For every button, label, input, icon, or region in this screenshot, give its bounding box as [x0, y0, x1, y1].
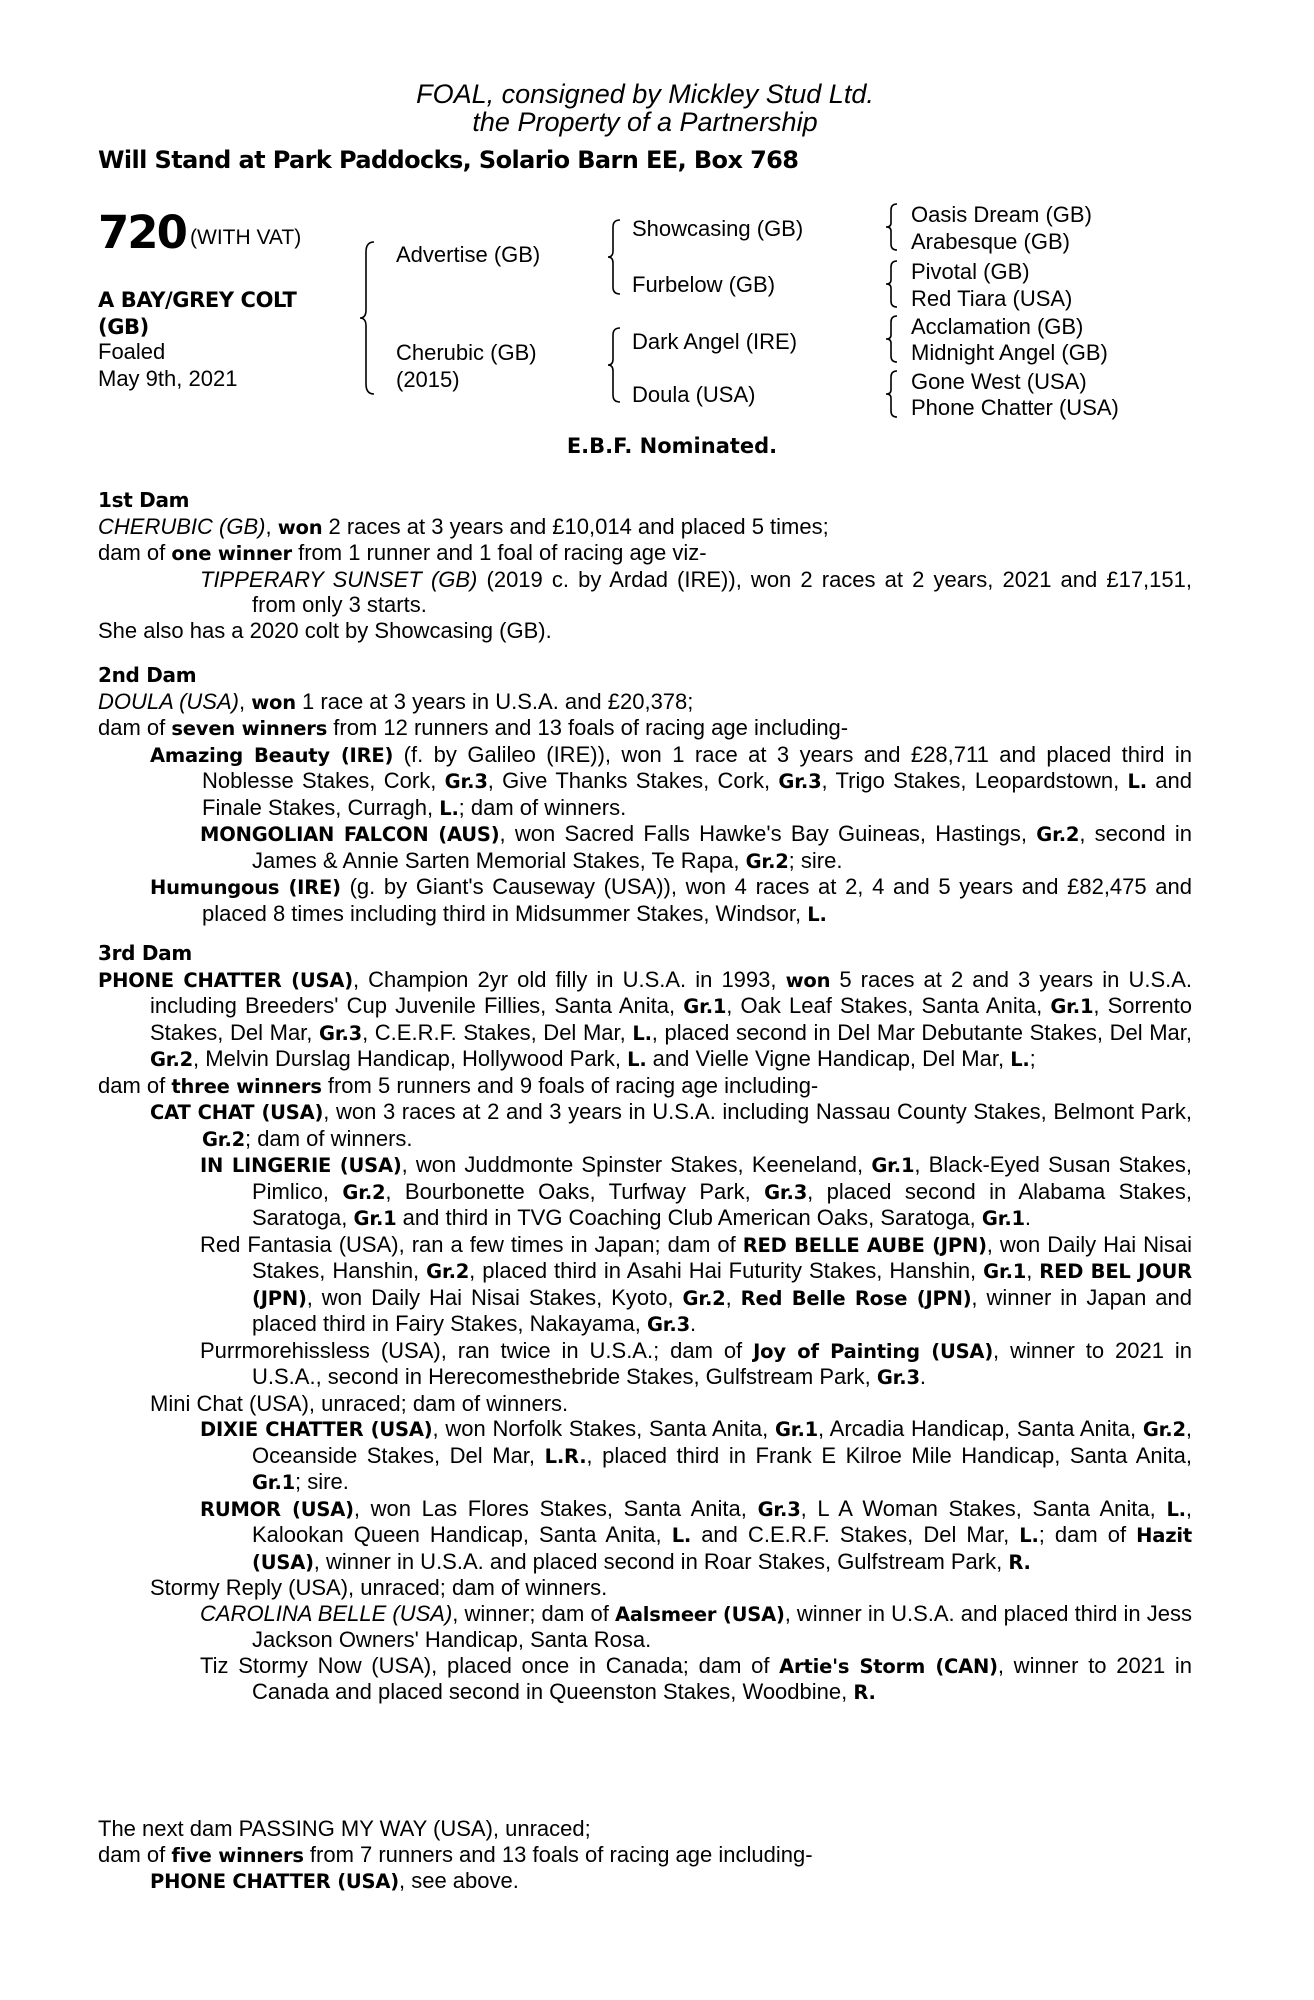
foaled-label: Foaled: [98, 339, 166, 364]
text-run: , winner; dam of: [452, 1600, 615, 1626]
pedigree-paragraph: [98, 514, 1192, 541]
bold-run: Gr.3: [876, 1366, 920, 1389]
text-run: dam of: [98, 1072, 172, 1098]
bold-run: L.R.: [544, 1444, 587, 1468]
text-run: , won Sacred Falls Hawke's Bay Guineas, Hastings,: [499, 821, 1037, 846]
pedigree-paragraph: [98, 1816, 1192, 1842]
text-run: from 7 runners and 13 foals of racing age including-: [303, 1841, 813, 1867]
section-heading: 1st Dam: [98, 488, 190, 512]
bold-run: Hazit (USA): [252, 1524, 1193, 1574]
text-run: and C.E.R.F. Stakes, Del Mar,: [691, 1522, 1020, 1547]
bold-run: R.: [1008, 1550, 1031, 1574]
text-run: ; sire.: [788, 847, 843, 873]
pedigree-paragraph: [98, 1073, 1192, 1100]
text-run: , Oak Leaf Stakes, Santa Anita,: [726, 993, 1051, 1018]
text-run: , Black-Eyed Susan Stakes, Pimlico,: [252, 1152, 1192, 1204]
bold-run: Gr.1: [1050, 995, 1094, 1018]
text-run: , placed second in Del Mar Debutante Stakes, Del Mar,: [651, 1019, 1192, 1045]
bold-run: Gr.1: [981, 1207, 1025, 1230]
sire-name: Advertise (GB): [396, 242, 541, 267]
pedigree-brace-g3-4: [884, 369, 900, 419]
pedigree-brace-g3-3: [884, 314, 900, 364]
text-run: Mini Chat (USA), unraced; dam of winners.: [150, 1390, 569, 1416]
sire-dam-name: Furbelow (GB): [632, 272, 776, 297]
pedigree-paragraph: [98, 1575, 1192, 1601]
pedigree-paragraph: [98, 967, 1192, 1073]
foaled-date: May 9th, 2021: [98, 366, 238, 391]
pedigree-paragraph: [98, 1653, 1192, 1706]
text-run: ;: [1029, 1046, 1036, 1071]
text-run: Red Fantasia (USA), ran a few times in Japan; dam of: [200, 1231, 743, 1257]
text-run: , won Norfolk Stakes, Santa Anita,: [432, 1416, 775, 1441]
text-run: (g. by Giant's Causeway (USA)), won 4 races at 2, 4 and 5 years and £82,475 and placed 8 times including third in Midsummer Stakes, Windsor,: [202, 874, 1193, 926]
bold-run: L.: [1127, 770, 1147, 793]
section-heading: 2nd Dam: [98, 663, 197, 687]
italic-run: CHERUBIC (GB): [98, 513, 266, 539]
location-line: Will Stand at Park Paddocks, Solario Barn EE, Box 768: [98, 146, 799, 174]
bold-run: L.: [1010, 1048, 1030, 1071]
bold-run: one winner: [171, 542, 292, 565]
bold-run: won: [277, 515, 323, 539]
text-run: , placed second in Alabama Stakes, Saratoga,: [252, 1178, 1192, 1230]
text-run: , Champion 2yr old filly in U.S.A. in 1993,: [352, 966, 786, 992]
bold-run: RUMOR (USA): [200, 1497, 354, 1521]
text-run: ,: [725, 1284, 741, 1310]
text-run: from 1 runner and 1 foal of racing age viz-: [291, 540, 707, 565]
dam-name: Cherubic (GB): [396, 340, 537, 365]
pedigree-brace-sire: [606, 218, 624, 296]
text-run: , winner in U.S.A. and placed third in Jess Jackson Owners' Handicap, Santa Rosa.: [252, 1600, 1192, 1652]
pedigree-paragraph: [98, 1099, 1192, 1152]
bold-run: L.: [671, 1524, 692, 1547]
pedigree-brace-dam: [606, 326, 624, 404]
pedigree-paragraph: [98, 1868, 1192, 1895]
vat-note: (WITH VAT): [190, 226, 302, 249]
gen3-name: Midnight Angel (GB): [911, 340, 1108, 365]
bold-run: three winners: [171, 1074, 322, 1098]
text-run: from 5 runners and 9 foals of racing age including-: [321, 1072, 819, 1098]
text-run: , winner to 2021 in U.S.A., second in Herecomesthebride Stakes, Gulfstream Park,: [252, 1337, 1193, 1389]
pedigree-paragraph: [98, 1416, 1192, 1496]
bold-run: Gr.2: [202, 1127, 246, 1151]
bold-run: DIXIE CHATTER (USA): [200, 1418, 433, 1441]
gen3-name: Oasis Dream (GB): [911, 202, 1092, 227]
bold-run: Gr.3: [757, 1497, 801, 1521]
pedigree-paragraph: [98, 1496, 1192, 1576]
text-run: Stormy Reply (USA), unraced; dam of winners.: [150, 1575, 608, 1600]
text-run: 1 race at 3 years in U.S.A. and £20,378;: [295, 688, 694, 714]
dam-dam-name: Doula (USA): [632, 382, 756, 407]
next-dam-section: [98, 1816, 1192, 1895]
bold-run: Artie's Storm (CAN): [779, 1654, 998, 1678]
second-dam-section: [98, 663, 1192, 927]
lot-number: 720: [98, 206, 186, 259]
bold-run: Gr.1: [252, 1471, 296, 1494]
pedigree-brace-g3-1: [884, 202, 900, 252]
bold-run: Gr.1: [871, 1154, 915, 1177]
property-line: the Property of a Partnership: [472, 107, 818, 137]
italic-run: CAROLINA BELLE (USA): [200, 1600, 453, 1626]
bold-run: Gr.3: [444, 770, 488, 793]
bold-run: Gr.2: [682, 1286, 726, 1310]
bold-run: L.: [1019, 1524, 1039, 1547]
text-run: , C.E.R.F. Stakes, Del Mar,: [362, 1019, 633, 1045]
sire-sire-name: Showcasing (GB): [632, 216, 804, 241]
text-run: ,: [238, 688, 252, 714]
bold-run: MONGOLIAN FALCON (AUS): [200, 823, 500, 846]
text-run: , winner to 2021 in Canada and placed second in Queenston Stakes, Woodbine,: [252, 1652, 1192, 1704]
bold-run: Amazing Beauty (IRE): [150, 743, 394, 767]
bold-run: Gr.1: [775, 1418, 819, 1441]
bold-run: Aalsmeer (USA): [614, 1602, 785, 1626]
bold-run: Gr.2: [745, 849, 789, 873]
bold-run: Gr.3: [646, 1313, 690, 1336]
text-run: , won 3 races at 2 and 3 years in U.S.A. including Nassau County Stakes, Belmont Park,: [323, 1099, 1192, 1124]
text-run: ,: [265, 513, 278, 539]
pedigree-paragraph: [98, 874, 1192, 927]
bold-run: seven winners: [171, 717, 328, 740]
gen3-name: Gone West (USA): [911, 369, 1087, 394]
text-run: She also has a 2020 colt by Showcasing (GB).: [98, 617, 552, 643]
bold-run: Gr.3: [319, 1021, 363, 1045]
bold-run: PHONE CHATTER (USA): [150, 1870, 399, 1893]
pedigree-paragraph: [98, 618, 1192, 644]
bold-run: IN LINGERIE (USA): [200, 1154, 402, 1177]
pedigree-paragraph: [98, 567, 1192, 618]
text-run: The next dam PASSING MY WAY (USA), unraced;: [98, 1816, 591, 1841]
text-run: , won Juddmonte Spinster Stakes, Keeneland,: [401, 1152, 872, 1177]
first-dam-section: [98, 488, 1192, 643]
gen3-name: Red Tiara (USA): [911, 286, 1073, 311]
gen3-name: Phone Chatter (USA): [911, 395, 1119, 420]
bold-run: Gr.3: [778, 770, 822, 793]
text-run: , won Daily Hai Nisai Stakes, Hanshin,: [252, 1231, 1192, 1283]
text-run: .: [689, 1311, 697, 1336]
bold-run: L.: [627, 1048, 647, 1071]
text-run: ; dam of: [1038, 1522, 1137, 1547]
text-run: , placed third in Frank E Kilroe Mile Handicap, Santa Anita,: [586, 1442, 1192, 1468]
bold-run: Red Belle Rose (JPN): [740, 1286, 972, 1310]
text-run: 5 races at 2 and 3 years in U.S.A. including Breeders' Cup Juvenile Fillies, Santa Anita,: [150, 966, 1193, 1018]
text-run: ; sire.: [295, 1469, 349, 1494]
text-run: .: [919, 1364, 926, 1389]
section-heading: 3rd Dam: [98, 941, 192, 965]
pedigree-paragraph: [98, 1391, 1192, 1417]
italic-run: DOULA (USA): [98, 688, 239, 714]
text-run: and Vielle Vigne Handicap, Del Mar,: [646, 1046, 1011, 1071]
text-run: (2019 c. by Ardad (IRE)), won 2 races at 2 years, 2021 and £17,151, from only 3 starts.: [252, 566, 1192, 617]
text-run: , second in James & Annie Sarten Memorial Stakes, Te Rapa,: [252, 821, 1193, 873]
text-run: , Bourbonette Oaks, Turfway Park,: [385, 1178, 765, 1204]
text-run: .: [1024, 1205, 1032, 1230]
consignor-line: FOAL, consigned by Mickley Stud Ltd.: [416, 79, 874, 109]
bold-run: L.: [1166, 1497, 1186, 1521]
horse-origin: (GB): [98, 315, 149, 339]
pedigree-paragraph: [98, 540, 1192, 567]
pedigree-paragraph: [98, 1338, 1192, 1391]
pedigree-paragraph: [98, 1601, 1192, 1653]
bold-run: Gr.1: [353, 1207, 397, 1230]
italic-run: TIPPERARY SUNSET (GB): [200, 566, 478, 592]
pedigree-brace-main: [358, 240, 378, 396]
text-run: , placed third in Asahi Hai Futurity Stakes, Hanshin,: [469, 1258, 984, 1283]
text-run: Tiz Stormy Now (USA), placed once in Canada; dam of: [200, 1652, 780, 1678]
bold-run: Joy of Painting (USA): [753, 1339, 994, 1363]
third-dam-section: [98, 941, 1192, 1706]
text-run: ; dam of winners.: [458, 794, 627, 820]
pedigree-paragraph: [98, 821, 1192, 874]
bold-run: L.: [439, 796, 459, 820]
bold-run: Gr.2: [1142, 1418, 1186, 1441]
gen3-name: Pivotal (GB): [911, 259, 1030, 284]
pedigree-paragraph: [98, 1842, 1192, 1869]
text-run: , Sorrento Stakes, Del Mar,: [150, 993, 1193, 1045]
text-run: , winner in Japan and placed third in Fairy Stakes, Nakayama,: [252, 1284, 1192, 1336]
pedigree-paragraph: [98, 715, 1192, 742]
bold-run: Gr.2: [426, 1260, 470, 1283]
text-run: ; dam of winners.: [245, 1125, 413, 1151]
bold-run: R.: [853, 1681, 876, 1704]
pedigree-brace-g3-2: [884, 259, 900, 309]
text-run: (f. by Galileo (IRE)), won 1 race at 3 years and £28,711 and placed third in Noblesse Stakes, Cork,: [202, 741, 1192, 793]
text-run: 2 races at 3 years and £10,014 and placed 5 times;: [322, 513, 829, 539]
pedigree-paragraph: [98, 1232, 1192, 1338]
bold-run: five winners: [171, 1843, 304, 1867]
dam-sire-name: Dark Angel (IRE): [632, 329, 798, 354]
text-run: , see above.: [399, 1868, 519, 1893]
bold-run: Gr.2: [1036, 823, 1080, 846]
bold-run: Gr.2: [150, 1048, 194, 1071]
text-run: , Give Thanks Stakes, Cork,: [487, 768, 779, 793]
gen3-name: Acclamation (GB): [911, 314, 1084, 339]
text-run: dam of: [98, 540, 172, 565]
text-run: , Arcadia Handicap, Santa Anita,: [818, 1416, 1143, 1441]
horse-description: A BAY/GREY COLT: [98, 288, 297, 312]
text-run: , won Daily Hai Nisai Stakes, Kyoto,: [306, 1284, 683, 1310]
bold-run: PHONE CHATTER (USA): [98, 968, 353, 992]
text-run: Purrmorehissless (USA), ran twice in U.S.A.; dam of: [200, 1337, 754, 1363]
text-run: dam of: [98, 715, 172, 740]
bold-run: RED BEL JOUR (JPN): [252, 1260, 1192, 1310]
bold-run: Gr.3: [764, 1180, 808, 1204]
text-run: , Kalookan Queen Handicap, Santa Anita,: [252, 1495, 1193, 1547]
pedigree-paragraph: [98, 1152, 1192, 1232]
bold-run: L.: [632, 1021, 652, 1045]
text-run: , Oceanside Stakes, Del Mar,: [252, 1416, 1192, 1468]
bold-run: Gr.1: [683, 995, 727, 1018]
bold-run: Humungous (IRE): [150, 876, 341, 899]
pedigree-paragraph: [98, 742, 1192, 822]
ebf-nominated: E.B.F. Nominated.: [566, 434, 778, 458]
bold-run: Gr.2: [342, 1180, 386, 1204]
bold-run: RED BELLE AUBE (JPN): [742, 1233, 987, 1257]
text-run: dam of: [98, 1841, 172, 1867]
bold-run: won: [785, 968, 831, 992]
gen3-name: Arabesque (GB): [911, 229, 1070, 254]
text-run: , winner in U.S.A. and placed second in Roar Stakes, Gulfstream Park,: [313, 1548, 1009, 1574]
text-run: and Finale Stakes, Curragh,: [202, 768, 1192, 820]
pedigree-paragraph: [98, 689, 1192, 716]
dam-year: (2015): [396, 367, 460, 392]
bold-run: L.: [807, 902, 827, 926]
text-run: , Melvin Durslag Handicap, Hollywood Park,: [193, 1046, 628, 1071]
text-run: ,: [1026, 1258, 1040, 1283]
bold-run: CAT CHAT (USA): [150, 1101, 324, 1124]
bold-run: Gr.1: [983, 1260, 1027, 1283]
bold-run: won: [251, 690, 296, 714]
text-run: , L A Woman Stakes, Santa Anita,: [800, 1495, 1167, 1521]
text-run: from 12 runners and 13 foals of racing age including-: [327, 715, 849, 740]
text-run: , Trigo Stakes, Leopardstown,: [821, 768, 1128, 793]
text-run: and third in TVG Coaching Club American Oaks, Saratoga,: [396, 1205, 982, 1230]
text-run: , won Las Flores Stakes, Santa Anita,: [353, 1495, 758, 1521]
